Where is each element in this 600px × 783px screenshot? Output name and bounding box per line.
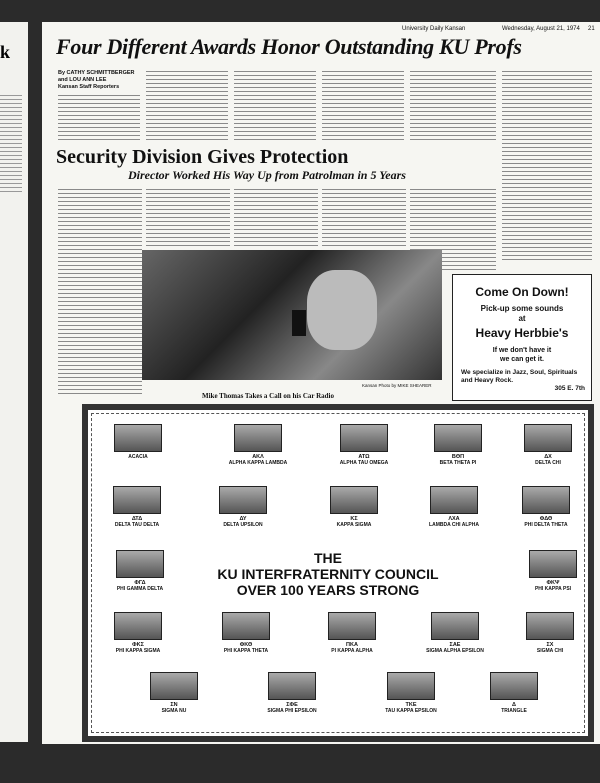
house-photo <box>526 612 574 640</box>
house-photo <box>524 424 572 452</box>
house-photo <box>330 486 378 514</box>
ad-address: 305 E. 7th <box>554 385 585 392</box>
house-photo <box>431 612 479 640</box>
house-lca: ΛΧΑ LAMBDA CHI ALPHA <box>414 486 494 528</box>
previous-page-letter: k <box>0 42 11 62</box>
house-photo <box>219 486 267 514</box>
photo-credit: Kansan Photo by MIKE SHEARER <box>362 383 432 388</box>
house-btp: ΒΘΠ BETA THETA PI <box>428 424 488 466</box>
house-dc: ΔΧ DELTA CHI <box>518 424 578 466</box>
radio-microphone <box>292 310 306 336</box>
ad-headline: Come On Down! <box>475 285 569 299</box>
house-photo <box>522 486 570 514</box>
ifc-slogan: THE KU INTERFRATERNITY COUNCIL OVER 100 YEARS STRONG <box>217 550 439 598</box>
house-photo <box>114 424 162 452</box>
interfraternity-council-ad <box>82 404 594 742</box>
officer-figure <box>307 270 377 350</box>
house-pdt: ΦΔΘ PHI DELTA THETA <box>508 486 584 528</box>
house-photo <box>268 672 316 700</box>
ad-store-name: Heavy Herbbie's <box>475 326 569 340</box>
awards-column-2 <box>146 68 228 140</box>
previous-page-text <box>0 92 22 192</box>
security-headline: Security Division Gives Protection <box>56 146 349 168</box>
page-number: 21 <box>588 26 595 32</box>
house-pgd: ΦΓΔ PHI GAMMA DELTA <box>102 550 178 592</box>
house-pka: ΠΚΑ PI KAPPA ALPHA <box>314 612 390 654</box>
house-sae: ΣΑΕ SIGMA ALPHA EPSILON <box>410 612 500 654</box>
house-photo <box>529 550 577 578</box>
awards-column-5 <box>410 68 496 140</box>
house-triangle: Δ TRIANGLE <box>484 672 544 714</box>
house-photo <box>434 424 482 452</box>
house-sn: ΣΝ SIGMA NU <box>144 672 204 714</box>
security-column-2 <box>146 186 230 246</box>
security-column-4 <box>322 186 406 246</box>
house-photo <box>116 550 164 578</box>
house-ato: ΑΤΩ ALPHA TAU OMEGA <box>324 424 404 466</box>
house-photo <box>430 486 478 514</box>
awards-column-6 <box>502 68 592 262</box>
security-subhead: Director Worked His Way Up from Patrolman in 5 Years <box>128 168 406 182</box>
issue-date: Wednesday, August 21, 1974 <box>502 26 580 32</box>
ad-promise: If we don't have it we can get it. <box>492 347 552 363</box>
security-column-3 <box>234 186 318 246</box>
house-akl: ΑΚΛ ALPHA KAPPA LAMBDA <box>218 424 298 466</box>
house-photo <box>340 424 388 452</box>
heavy-herbbies-ad <box>452 274 592 401</box>
house-du: ΔΥ DELTA UPSILON <box>208 486 278 528</box>
paper-name: University Daily Kansan <box>402 26 466 32</box>
house-ks: ΚΣ KAPPA SIGMA <box>324 486 384 528</box>
security-column-1 <box>58 186 142 396</box>
house-photo <box>222 612 270 640</box>
awards-column-3 <box>234 68 316 140</box>
house-photo <box>114 612 162 640</box>
ad-genres: We specialize in Jazz, Soul, Spirituals and Heavy Rock. <box>461 369 578 384</box>
house-photo <box>150 672 198 700</box>
house-pkt: ΦΚΘ PHI KAPPA THETA <box>208 612 284 654</box>
ad-tagline: Pick-up some sounds at <box>480 304 564 323</box>
awards-headline: Four Different Awards Honor Outstanding KU Profs <box>56 34 522 59</box>
house-sc: ΣΧ SIGMA CHI <box>520 612 580 654</box>
security-photo <box>142 250 442 380</box>
awards-byline: By CATHY SCHMITTBERGER and LOU ANN LEE Kansan Staff Reporters <box>58 70 135 90</box>
photo-caption: Mike Thomas Takes a Call on his Car Radio <box>202 392 334 400</box>
awards-column-4 <box>322 68 404 140</box>
house-photo <box>113 486 161 514</box>
house-pks: ΦΚΣ PHI KAPPA SIGMA <box>100 612 176 654</box>
house-photo <box>387 672 435 700</box>
house-photo <box>490 672 538 700</box>
house-tke: ΤΚΕ TAU KAPPA EPSILON <box>368 672 454 714</box>
house-photo <box>234 424 282 452</box>
house-spe: ΣΦΕ SIGMA PHI EPSILON <box>254 672 330 714</box>
awards-column-1 <box>58 92 140 140</box>
newspaper-page <box>42 22 600 744</box>
house-photo <box>328 612 376 640</box>
house-acacia: ACACIA <box>108 424 168 460</box>
previous-page-edge <box>0 22 28 742</box>
house-dtd: ΔΤΔ DELTA TAU DELTA <box>102 486 172 528</box>
house-pkpsi: ΦΚΨ PHI KAPPA PSI <box>518 550 588 592</box>
